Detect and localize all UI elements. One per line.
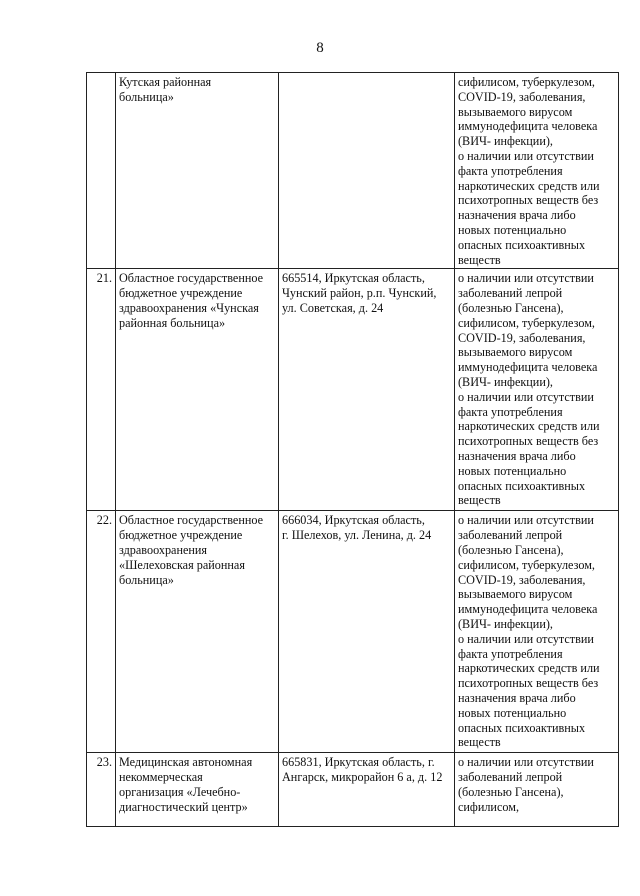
address-cell [279, 753, 455, 827]
condition-line: иммунодефицита человека [458, 602, 598, 617]
name-line: больница» [119, 572, 174, 587]
condition-line: (ВИЧ- инфекции), [458, 374, 553, 389]
row-number-cell: 21. [87, 269, 116, 511]
address-line: 665831, Иркутская область, г. [282, 755, 435, 770]
condition-line: вызываемого вирусом [458, 587, 573, 602]
conditions-cell [455, 269, 619, 511]
condition-line: (болезнью Гансена), [458, 784, 564, 799]
page-number: 8 [316, 40, 324, 56]
table-row [87, 753, 619, 827]
conditions-cell [455, 753, 619, 827]
condition-line: опасных психоактивных [458, 720, 586, 735]
name-line: «Шелеховская районная [119, 557, 245, 572]
name-line: здравоохранения «Чунская [119, 300, 259, 315]
condition-line: опасных психоактивных [458, 478, 586, 493]
address-line: г. Шелехов, ул. Ленина, д. 24 [282, 528, 432, 543]
condition-line: о наличии или отсутствии [458, 755, 594, 770]
condition-line: назначения врача либо [458, 208, 576, 223]
name-line: бюджетное учреждение [119, 286, 243, 301]
organization-name-cell [116, 73, 279, 269]
condition-line: факта употребления [458, 404, 563, 419]
table-row [87, 511, 619, 753]
condition-line: сифилисом, [458, 799, 519, 814]
condition-line: наркотических средств или [458, 661, 600, 676]
condition-line: о наличии или отсутствии [458, 513, 594, 528]
condition-line: заболеваний лепрой [458, 286, 563, 301]
condition-line: новых потенциально [458, 705, 567, 720]
condition-line: заболеваний лепрой [458, 528, 563, 543]
condition-line: факта употребления [458, 163, 563, 178]
address-line: ул. Советская, д. 24 [282, 300, 384, 315]
name-line: бюджетное учреждение [119, 528, 243, 543]
address-line: Ангарск, микрорайон 6 а, д. 12 [282, 770, 443, 785]
condition-line: вызываемого вирусом [458, 345, 573, 360]
condition-line: (болезнью Гансена), [458, 542, 564, 557]
name-line: организация «Лечебно- [119, 784, 241, 799]
condition-line: (ВИЧ- инфекции), [458, 616, 553, 631]
organization-name-cell [116, 269, 279, 511]
name-line: больница» [119, 89, 174, 104]
address-cell [279, 73, 455, 269]
row-number-cell: 23. [87, 753, 116, 827]
condition-line: иммунодефицита человека [458, 119, 598, 134]
condition-line: новых потенциально [458, 463, 567, 478]
name-line: Медицинская автономная [119, 755, 253, 770]
organization-name-cell [116, 753, 279, 827]
condition-line: сифилисом, туберкулезом, [458, 557, 595, 572]
condition-line: веществ [458, 493, 501, 508]
organization-name-cell [116, 511, 279, 753]
condition-line: сифилисом, туберкулезом, [458, 315, 595, 330]
row-number-cell [87, 73, 116, 269]
condition-line: о наличии или отсутствии [458, 631, 594, 646]
condition-line: о наличии или отсутствии [458, 389, 594, 404]
table-body [87, 73, 619, 827]
condition-line: психотропных веществ без [458, 193, 599, 208]
condition-line: новых потенциально [458, 222, 567, 237]
name-line: Кутская районная [119, 75, 212, 89]
address-line: 666034, Иркутская область, [282, 513, 425, 528]
name-line: некоммерческая [119, 770, 203, 785]
condition-line: о наличии или отсутствии [458, 271, 594, 286]
address-line: 665514, Иркутская область, [282, 271, 425, 286]
condition-line: наркотических средств или [458, 419, 600, 434]
condition-line: назначения врача либо [458, 690, 576, 705]
name-line: районная больница» [119, 315, 226, 330]
condition-line: сифилисом, туберкулезом, [458, 75, 595, 89]
conditions-cell [455, 511, 619, 753]
condition-line: наркотических средств или [458, 178, 600, 193]
condition-line: о наличии или отсутствии [458, 148, 594, 163]
condition-line: (болезнью Гансена), [458, 300, 564, 315]
condition-line: веществ [458, 735, 501, 750]
condition-line: COVID-19, заболевания, [458, 89, 586, 104]
condition-line: веществ [458, 252, 501, 267]
name-line: диагностический центр» [119, 799, 248, 814]
condition-line: (ВИЧ- инфекции), [458, 134, 553, 149]
condition-line: психотропных веществ без [458, 676, 599, 691]
condition-line: вызываемого вирусом [458, 104, 573, 119]
condition-line: опасных психоактивных [458, 237, 586, 252]
condition-line: COVID-19, заболевания, [458, 330, 586, 345]
condition-line: заболеваний лепрой [458, 770, 563, 785]
address-cell [279, 511, 455, 753]
condition-line: назначения врача либо [458, 448, 576, 463]
address-line: Чунский район, р.п. Чунский, [282, 286, 437, 301]
table-row [87, 73, 619, 269]
table-row [87, 269, 619, 511]
condition-line: психотропных веществ без [458, 434, 599, 449]
row-number-cell: 22. [87, 511, 116, 753]
conditions-cell [455, 73, 619, 269]
condition-line: COVID-19, заболевания, [458, 572, 586, 587]
name-line: Областное государственное [119, 513, 264, 528]
organizations-table [86, 72, 619, 827]
name-line: здравоохранения [119, 542, 208, 557]
address-cell [279, 269, 455, 511]
condition-line: факта употребления [458, 646, 563, 661]
condition-line: иммунодефицита человека [458, 360, 598, 375]
name-line: Областное государственное [119, 271, 264, 286]
